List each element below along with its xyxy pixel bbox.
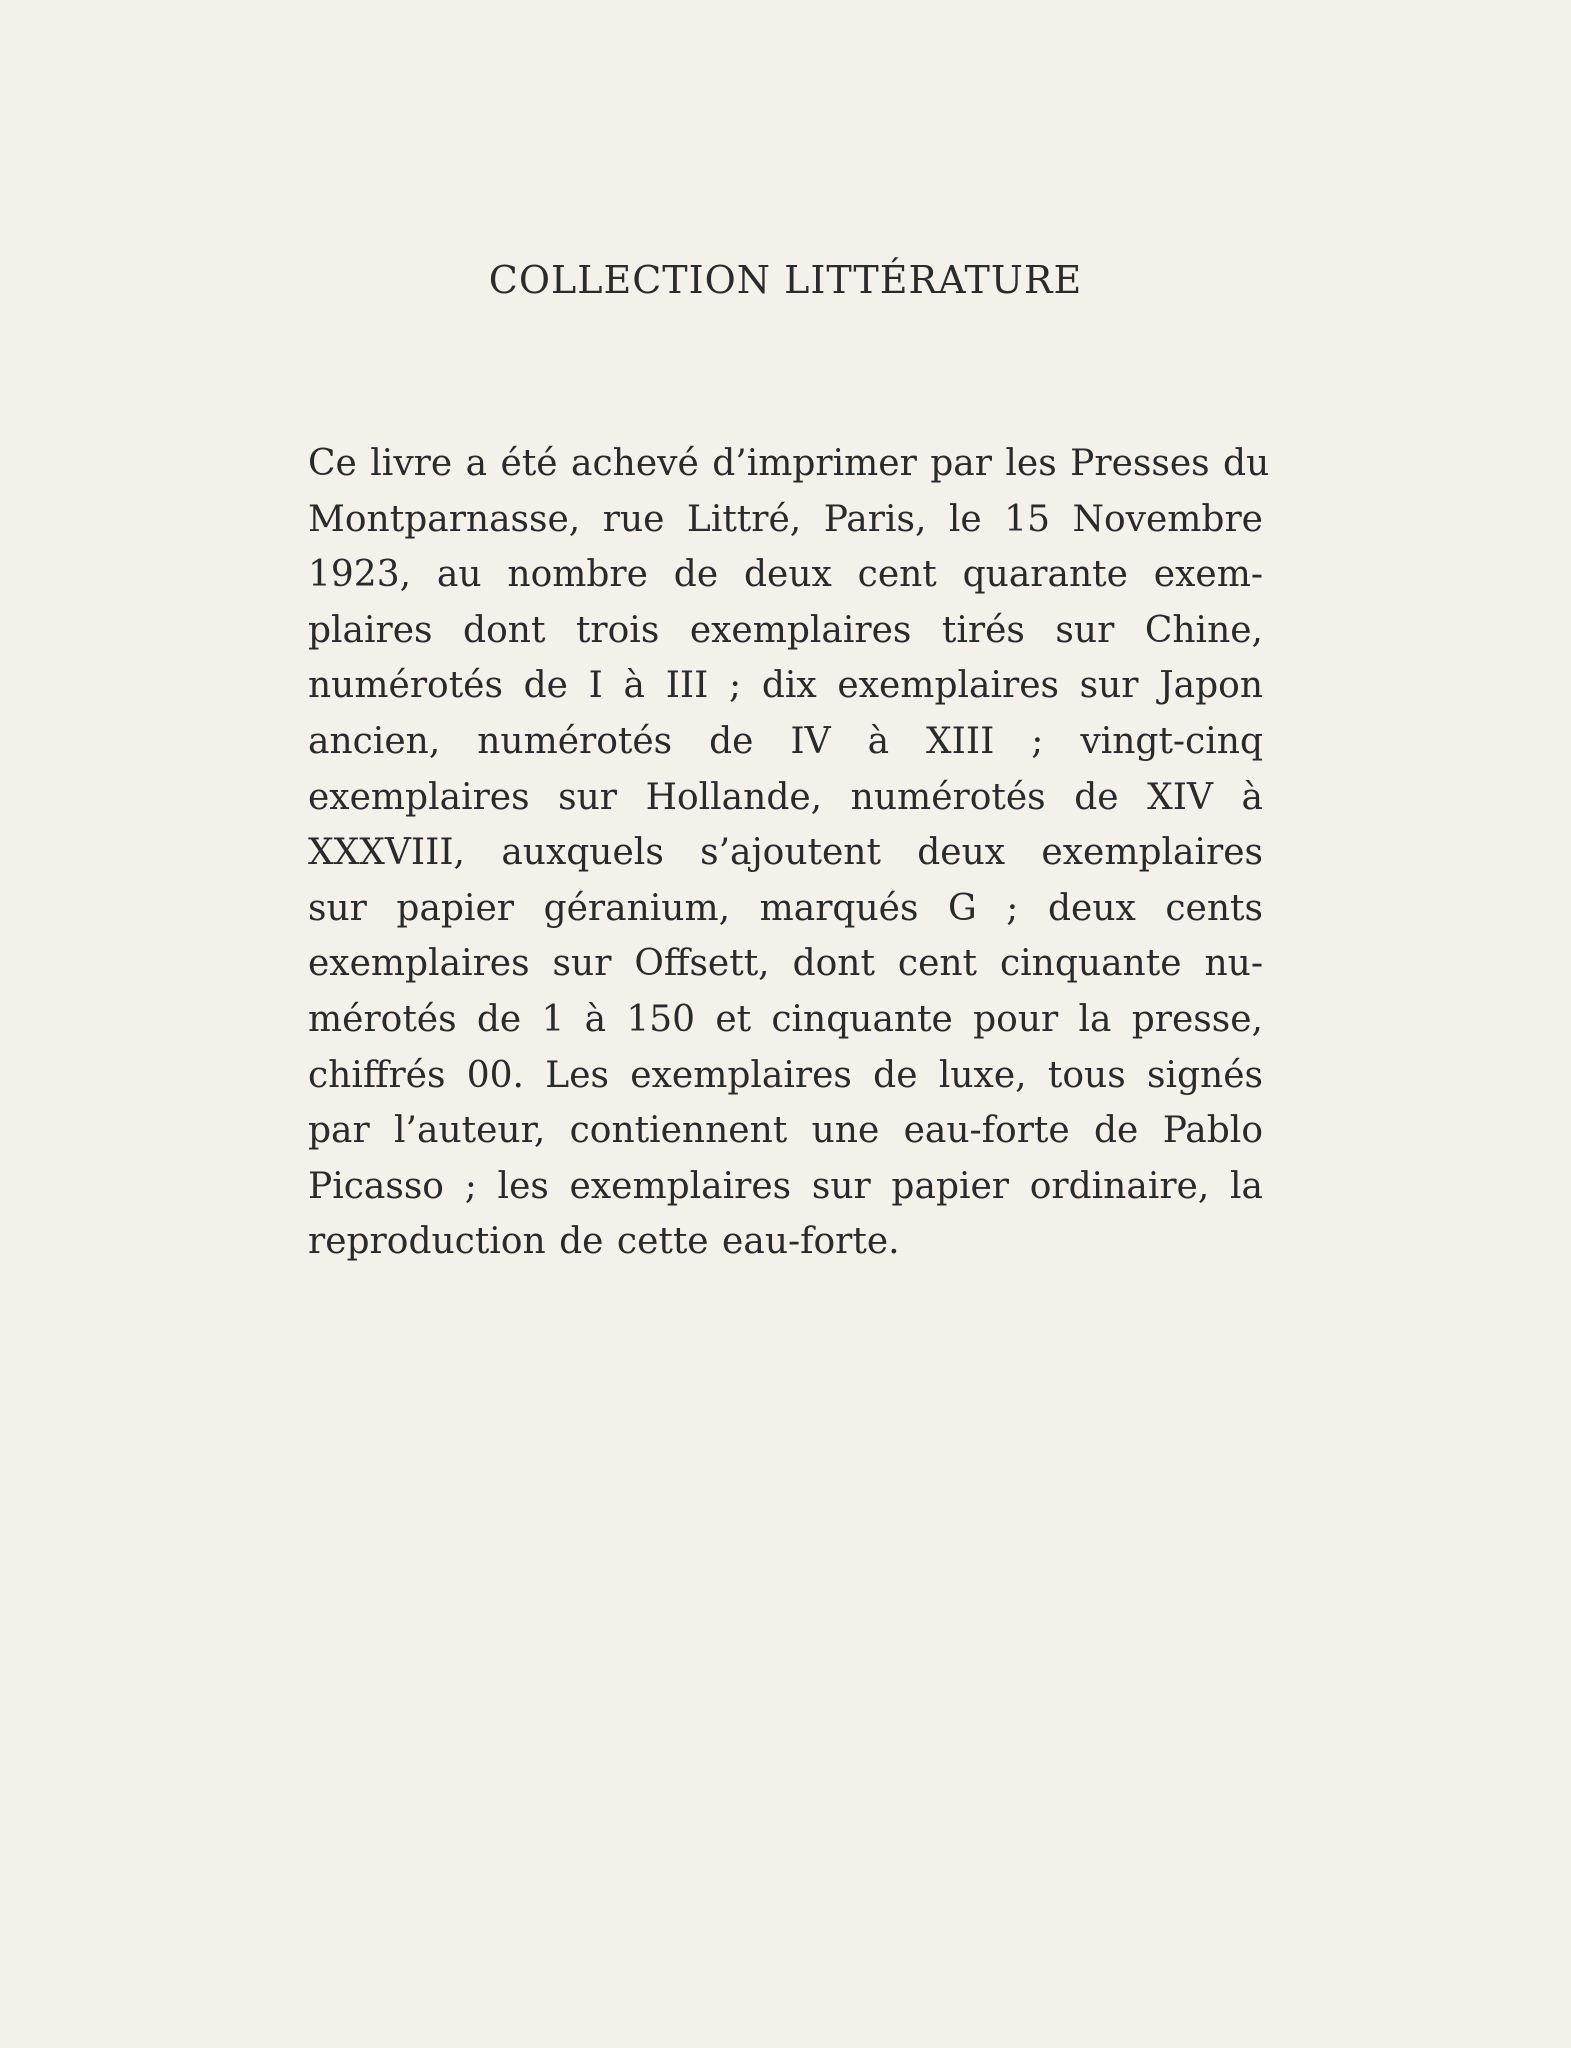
colophon-line: numérotés de I à III ; dix exemplaires sur Japon	[308, 665, 1263, 707]
colophon-line: exemplaires sur Offsett, dont cent cinquante nu-	[308, 943, 1263, 985]
colophon-line: 1923, au nombre de deux cent quarante exem-	[308, 554, 1263, 596]
colophon-line: XXXVIII, auxquels s’ajoutent deux exemplaires	[308, 832, 1263, 874]
colophon-line: sur papier géranium, marqués G ; deux cents	[308, 887, 1263, 929]
colophon-line: chiffrés 00. Les exemplaires de luxe, tous signés	[308, 1054, 1263, 1096]
colophon-line: plaires dont trois exemplaires tirés sur Chine,	[308, 609, 1263, 651]
colophon-line-last: reproduction de cette eau-forte.	[308, 1221, 900, 1263]
colophon-line: mérotés de 1 à 150 et cinquante pour la presse,	[308, 998, 1263, 1040]
colophon-line: Ce livre a été achevé d’imprimer par les Presses du	[308, 443, 1270, 484]
colophon-line: exemplaires sur Hollande, numérotés de XIV à	[308, 776, 1263, 818]
collection-title: COLLECTION LITTÉRATURE	[488, 258, 1083, 302]
colophon-paragraph	[308, 436, 1270, 1270]
colophon-line: Picasso ; les exemplaires sur papier ordinaire, la	[308, 1165, 1263, 1207]
colophon-line: par l’auteur, contiennent une eau-forte de Pablo	[308, 1110, 1263, 1152]
colophon-line: ancien, numérotés de IV à XIII ; vingt-cinq	[308, 720, 1263, 762]
colophon-line: Montparnasse, rue Littré, Paris, le 15 Novembre	[308, 498, 1263, 540]
